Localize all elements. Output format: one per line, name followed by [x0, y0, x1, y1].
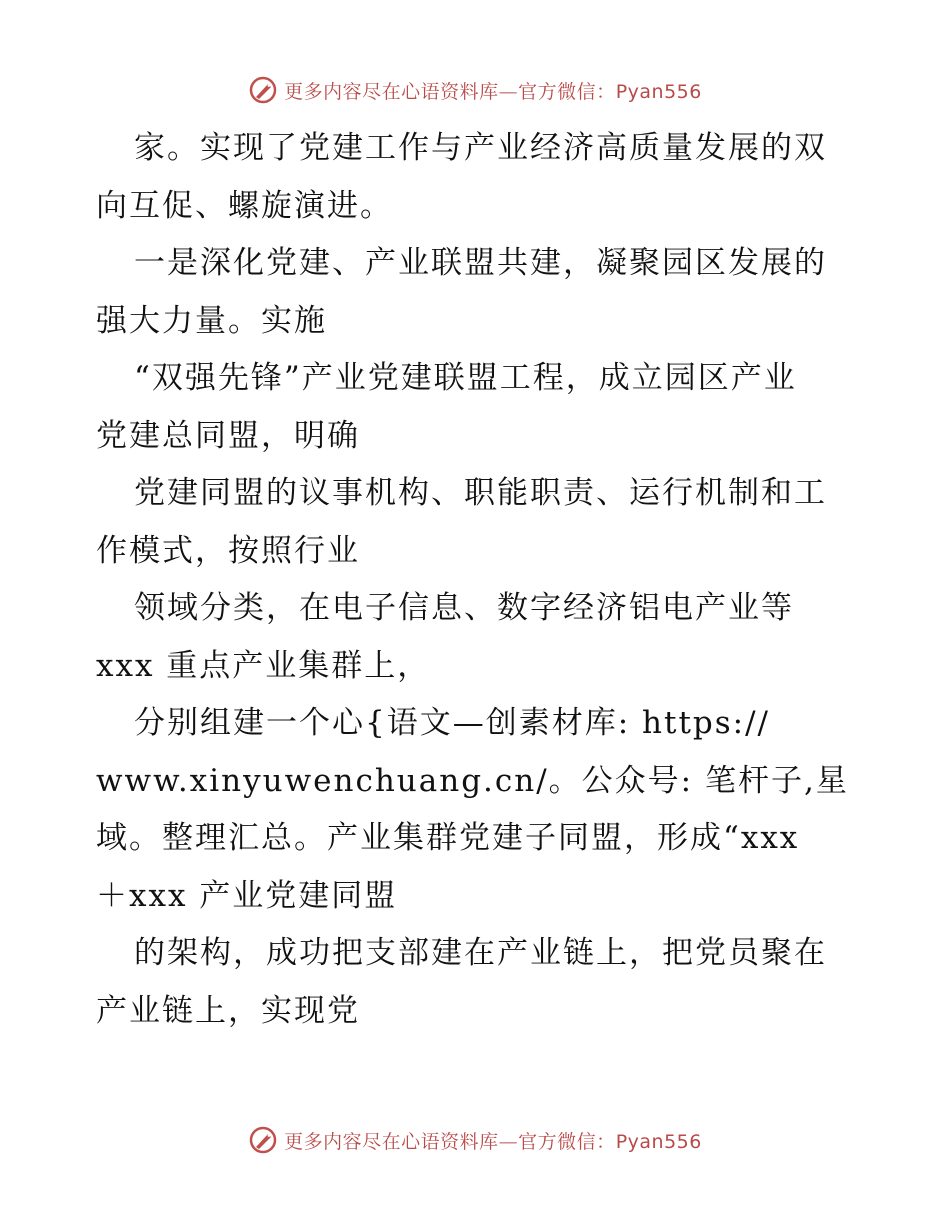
body-line: 党建总同盟，明确 — [96, 417, 360, 454]
banner-separator: — — [498, 1130, 519, 1153]
body-line: 家。实现了党建工作与产业经济高质量发展的双 — [134, 130, 827, 166]
body-line: 域。整理汇总。产业集群党建子同盟，形成“xxx — [96, 820, 800, 856]
banner-wechat-label: 官方微信： — [518, 80, 616, 103]
body-line: 分别组建一个心{语文—创素材库: https:// — [134, 705, 770, 741]
body-line: 产业链上，实现党 — [96, 992, 360, 1029]
body-line: 作模式，按照行业 — [96, 532, 360, 569]
banner-wechat-id: Pyan556 — [615, 1130, 702, 1153]
body-line: 的架构，成功把支部建在产业链上，把党员聚在 — [134, 935, 827, 971]
body-line: “双强先锋”产业党建联盟工程，成立园区产业 — [134, 360, 797, 396]
banner-separator: — — [498, 80, 519, 103]
body-line: xxx 重点产业集群上， — [96, 647, 431, 684]
banner-wechat-id: Pyan556 — [615, 80, 702, 103]
header-banner — [0, 70, 950, 110]
body-line: 一是深化党建、产业联盟共建，凝聚园区发展的 — [134, 245, 827, 281]
footer-banner-text — [284, 1127, 702, 1154]
header-banner-text — [284, 77, 702, 104]
body-line: www.xinyuwenchuang.cn/。公众号: 笔杆子,星 — [96, 762, 849, 799]
document-body — [96, 120, 866, 1040]
banner-main-text: 更多内容尽在心语资料库 — [284, 1130, 499, 1153]
pen-nib-circle-icon — [248, 1125, 278, 1155]
body-line: 向互促、螺旋演进。 — [96, 187, 393, 224]
body-line: 党建同盟的议事机构、职能职责、运行机制和工 — [134, 475, 827, 511]
body-line: 强大力量。实施 — [96, 302, 327, 339]
body-line: ＋xxx 产业党建同盟 — [96, 877, 398, 914]
pen-nib-circle-icon — [248, 75, 278, 105]
body-line: 领域分类，在电子信息、数字经济铝电产业等 — [134, 590, 794, 626]
footer-banner — [0, 1120, 950, 1160]
banner-main-text: 更多内容尽在心语资料库 — [284, 80, 499, 103]
banner-wechat-label: 官方微信： — [518, 1130, 616, 1153]
